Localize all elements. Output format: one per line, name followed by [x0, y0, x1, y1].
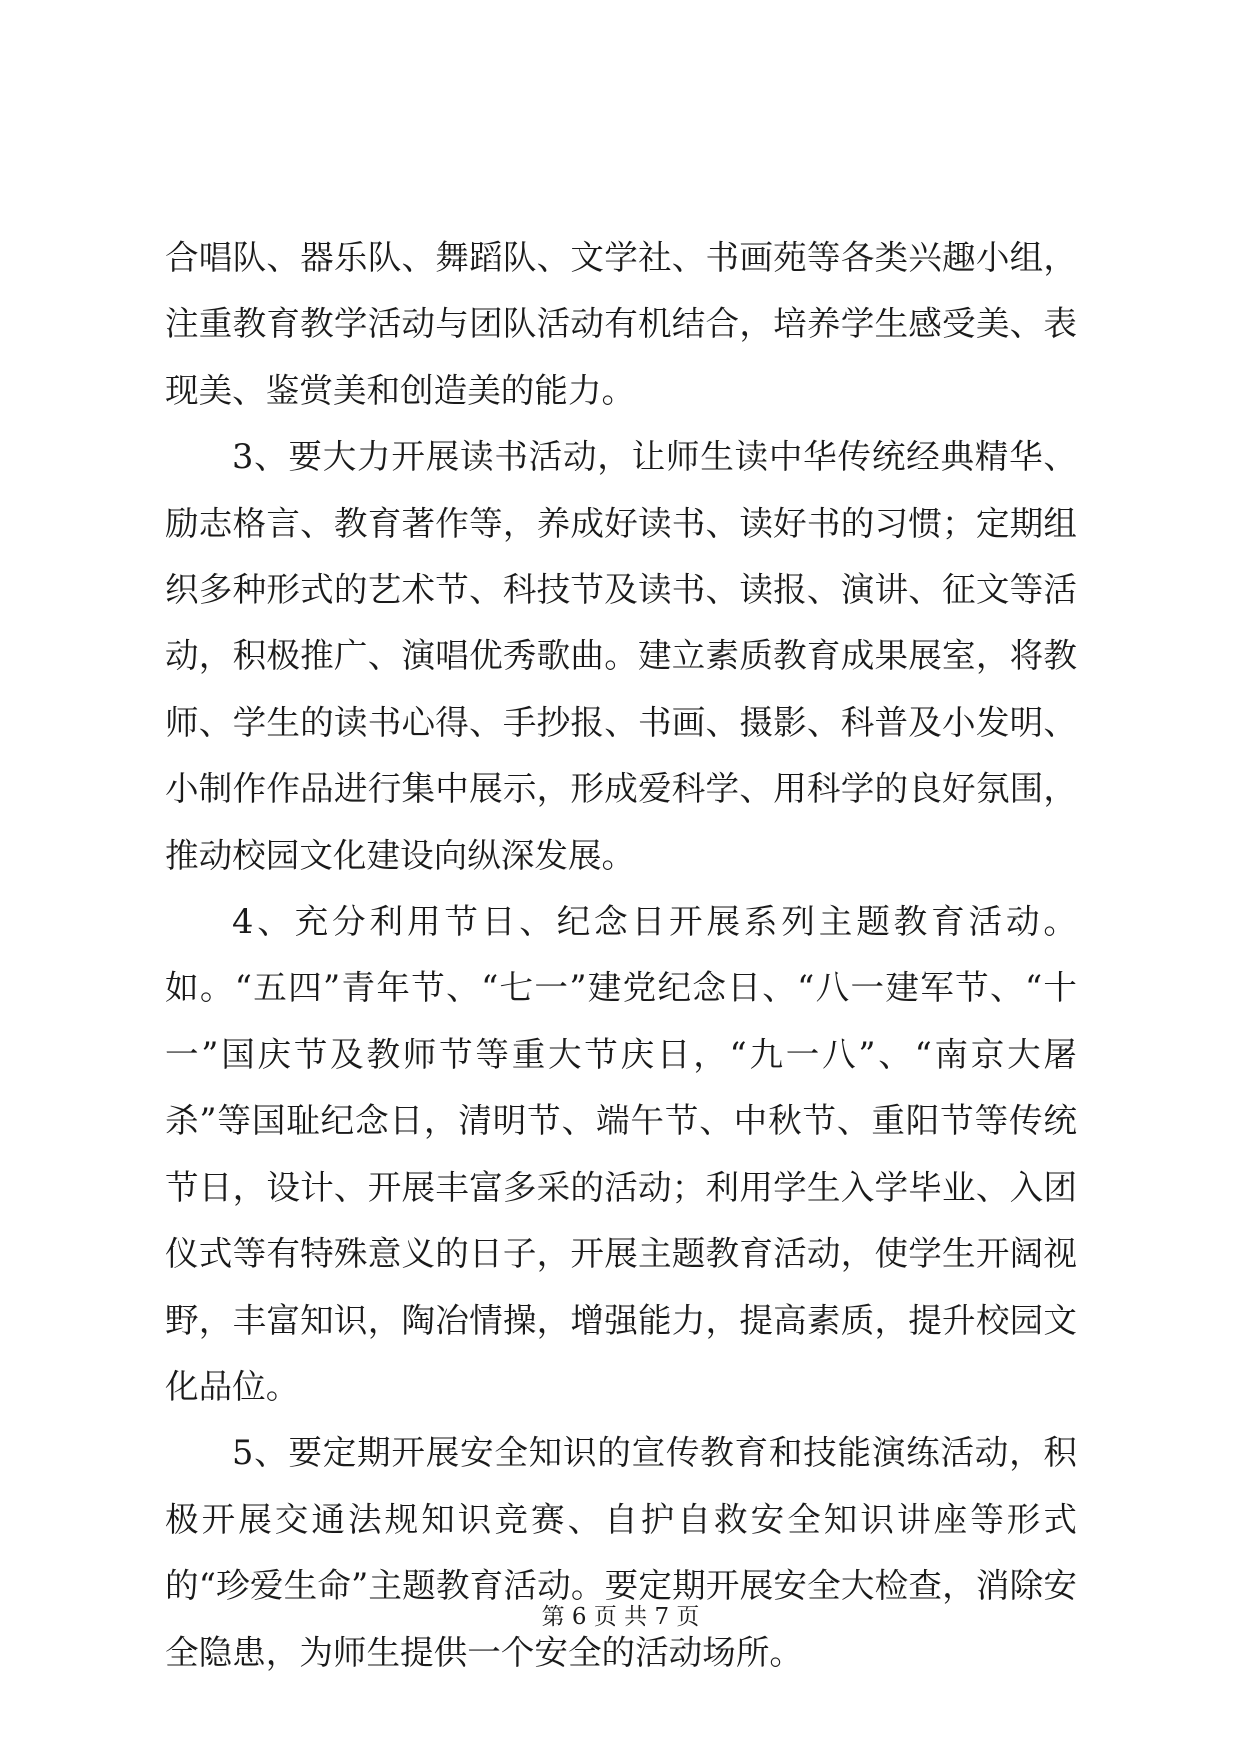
page-number-indicator: 第 6 页 共 7 页	[541, 1604, 700, 1630]
paragraph-item-4: 4、充分利用节日、纪念日开展系列主题教育活动。如。“五四”青年节、“七一”建党纪念日、“八一建军节、“十一”国庆节及教师节等重大节庆日，“九一八”、“南京大屠杀”等国耻纪念日，清明节、端午节、中秋节、重阳节等传统节日，设计、开展丰富多采的活动；利用学生入学毕业、入团仪式等有特殊意义的日子，开展主题教育活动，使学生开阔视野，丰富知识，陶冶情操，增强能力，提高素质，提升校园文化品位。	[165, 902, 1077, 1406]
page-footer	[0, 1602, 1241, 1632]
document-body	[165, 225, 1077, 1686]
paragraph-continuation: 合唱队、器乐队、舞蹈队、文学社、书画苑等各类兴趣小组，注重教育教学活动与团队活动有机结合，培养学生感受美、表现美、鉴赏美和创造美的能力。	[165, 238, 1077, 410]
paragraph-item-5: 5、要定期开展安全知识的宣传教育和技能演练活动，积极开展交通法规知识竞赛、自护自救安全知识讲座等形式的“珍爱生命”主题教育活动。要定期开展安全大检查，消除安全隐患，为师生提供一个安全的活动场所。	[165, 1433, 1077, 1672]
paragraph-item-3: 3、要大力开展读书活动，让师生读中华传统经典精华、励志格言、教育著作等，养成好读书、读好书的习惯；定期组织多种形式的艺术节、科技节及读书、读报、演讲、征文等活动，积极推广、演唱优秀歌曲。建立素质教育成果展室，将教师、学生的读书心得、手抄报、书画、摄影、科普及小发明、小制作作品进行集中展示，形成爱科学、用科学的良好氛围，推动校园文化建设向纵深发展。	[165, 437, 1077, 875]
